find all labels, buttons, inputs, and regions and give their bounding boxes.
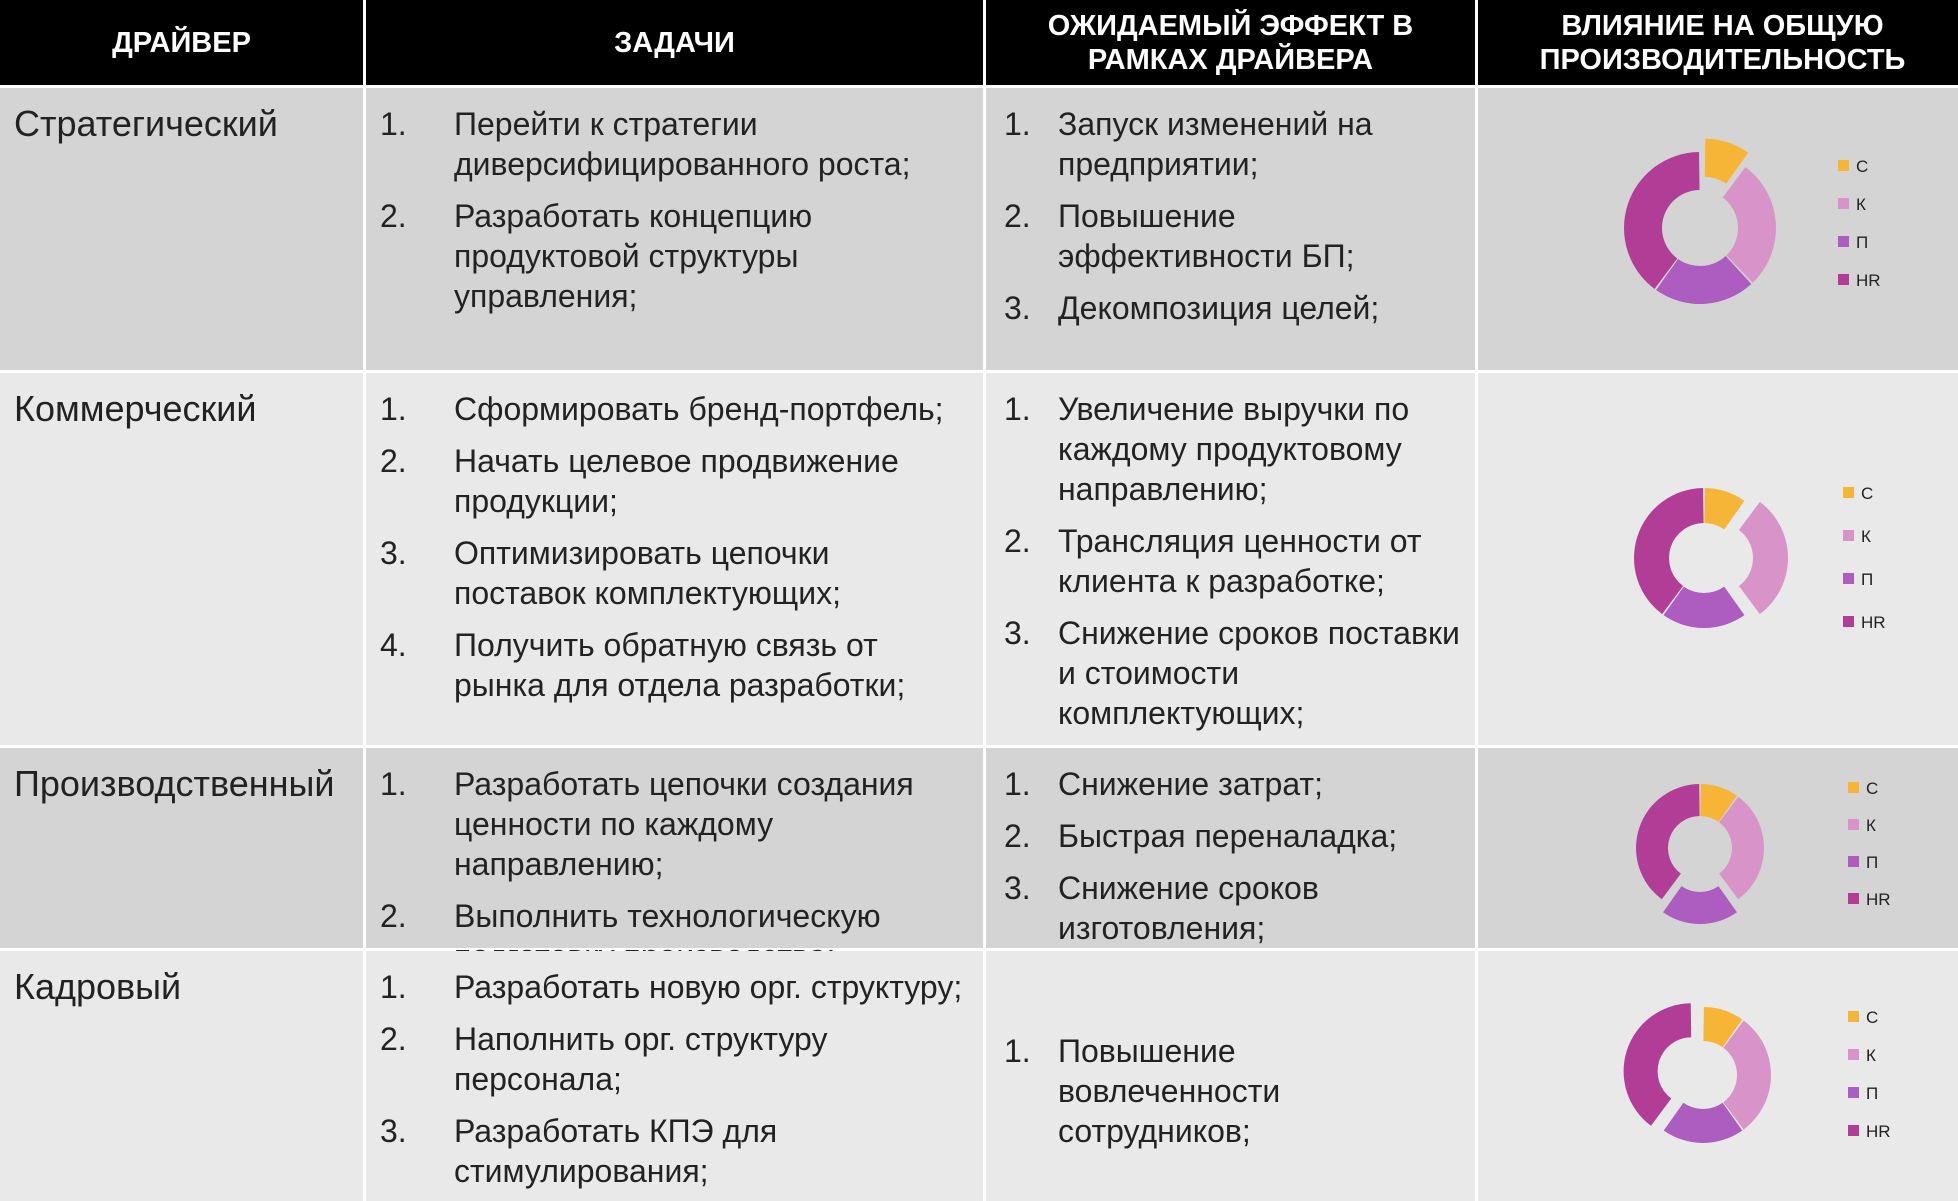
task-item [380,104,969,184]
item-number: 4. [380,627,407,663]
legend-item [1843,527,1871,546]
item-text: Оптимизировать цепочки поставок комплектующих; [454,535,841,611]
task-item [380,625,969,705]
legend-item [1843,613,1886,632]
legend-swatch [1848,856,1859,867]
donut-slice-k [1739,502,1788,614]
legend-swatch [1848,819,1859,830]
legend-item [1838,157,1868,176]
legend-swatch [1848,1087,1859,1098]
legend-label: П [1856,233,1869,252]
legend-item [1848,1046,1876,1065]
item-text: Разработать цепочки создания ценности по каждому направлению; [454,766,914,882]
donut-slice-hr [1636,784,1700,899]
legend-item [1848,816,1876,835]
donut-slice-p [1663,886,1737,924]
item-number: 2. [380,198,407,234]
tasks-cell [366,951,983,1201]
item-number: 2. [1004,523,1031,559]
header-effect-line2: РАМКАХ ДРАЙВЕРА [1087,43,1374,76]
item-text: Наполнить орг. структуру персонала; [454,1021,828,1097]
impact-donut-chart [1478,373,1958,745]
impact-donut-chart [1478,951,1958,1201]
legend-swatch [1843,573,1854,584]
effects-cell [986,748,1475,948]
legend-swatch [1843,487,1854,498]
legend-swatch [1838,160,1849,171]
legend-swatch [1838,236,1849,247]
legend-label: HR [1861,613,1886,632]
item-number: 3. [1004,290,1031,326]
item-number: 2. [380,898,407,934]
driver-cell: Кадровый [0,951,363,1201]
item-number: 2. [380,443,407,479]
effect-item [1004,868,1465,948]
item-text: Начать целевое продвижение продукции; [454,443,899,519]
legend-item [1848,1084,1878,1103]
effect-item [1004,613,1465,733]
legend-label: С [1866,779,1879,798]
item-number: 1. [1004,391,1031,427]
header-impact-line2: ПРОИЗВОДИТЕЛЬНОСТЬ [1539,43,1906,76]
impact-chart-cell [1478,88,1958,370]
item-number: 1. [380,969,407,1005]
header-effect [986,0,1475,85]
effects-cell [986,88,1475,370]
legend-swatch [1848,1125,1859,1136]
item-text: Снижение сроков поставки и стоимости комплектующих; [1058,615,1460,731]
task-item [380,196,969,316]
legend-swatch [1848,1011,1859,1022]
item-number: 2. [1004,818,1031,854]
legend-swatch [1848,1049,1859,1060]
tasks-cell [366,373,983,745]
legend-swatch [1843,616,1854,627]
header-tasks [366,0,983,85]
item-text: Получить обратную связь от рынка для отдела разработки; [454,627,906,703]
item-number: 1. [1004,766,1031,802]
item-number: 1. [1004,1033,1031,1069]
legend-item [1838,271,1881,290]
legend-label: К [1856,195,1866,214]
donut-slice-k [1719,797,1764,900]
impact-chart-cell [1478,373,1958,745]
item-number: 3. [380,1113,407,1149]
header-driver-label: ДРАЙВЕР [112,26,251,59]
legend-swatch [1848,893,1859,904]
task-item [380,1019,969,1099]
header-impact-line1: ВЛИЯНИЕ НА ОБЩУЮ [1561,9,1884,42]
effect-item [1004,816,1465,856]
item-number: 3. [380,535,407,571]
impact-donut-chart [1478,748,1958,948]
task-item [380,441,969,521]
header-tasks-label: ЗАДАЧИ [614,26,735,59]
legend-swatch [1848,782,1859,793]
task-item [380,1111,969,1191]
item-text: Повышение вовлеченности сотрудников; [1058,1033,1281,1149]
legend-label: П [1866,1084,1879,1103]
impact-chart-cell [1478,951,1958,1201]
item-text: Трансляция ценности от клиента к разработке; [1058,523,1422,599]
item-text: Разработать КПЭ для стимулирования; [454,1113,778,1189]
legend-label: HR [1866,890,1891,909]
header-driver [0,0,363,85]
donut-slice-k [1723,1020,1771,1129]
effect-item [1004,389,1465,509]
legend-label: С [1866,1008,1879,1027]
item-text: Перейти к стратегии диверсифицированного роста; [454,106,911,182]
driver-cell: Стратегический [0,88,363,370]
item-text: Декомпозиция целей; [1058,290,1380,326]
item-text: Снижение сроков изготовления; [1058,870,1319,946]
effect-item [1004,764,1465,804]
legend-label: HR [1866,1122,1891,1141]
task-item [380,389,969,429]
legend-item [1843,570,1873,589]
legend-label: HR [1856,271,1881,290]
header-impact [1478,0,1958,85]
item-text: Выполнить технологическую [454,898,881,934]
header-effect-line1: ОЖИДАЕМЫЙ ЭФФЕКТ В [1047,9,1414,42]
impact-chart-cell [1478,748,1958,948]
legend-label: С [1856,157,1869,176]
item-number: 1. [380,391,407,427]
legend-item [1848,890,1891,909]
item-number: 2. [1004,198,1031,234]
legend-item [1848,779,1878,798]
impact-donut-chart [1478,88,1958,370]
task-item [380,533,969,613]
tasks-cell [366,88,983,370]
item-number: 1. [1004,106,1031,142]
legend-swatch [1838,198,1849,209]
legend-item [1848,1122,1891,1141]
item-text: Снижение затрат; [1058,766,1323,802]
legend-item [1848,853,1878,872]
legend-item [1848,1008,1878,1027]
effect-item [1004,288,1465,328]
item-number: 1. [380,106,407,142]
legend-item [1838,233,1868,252]
legend-swatch [1843,530,1854,541]
legend-label: К [1866,816,1876,835]
legend-label: П [1861,570,1874,589]
effect-item [1004,196,1465,276]
tasks-cell [366,748,983,948]
item-text: Увеличение выручки по каждому продуктовому направлению; [1058,391,1410,507]
item-text: Запуск изменений на предприятии; [1058,106,1373,182]
effect-item [1004,104,1465,184]
effect-item [1004,1031,1465,1151]
item-number: 1. [380,766,407,802]
effect-item [1004,521,1465,601]
legend-label: К [1861,527,1871,546]
item-text: Быстрая переналадка; [1058,818,1398,854]
legend-swatch [1838,274,1849,285]
driver-cell: Коммерческий [0,373,363,745]
driver-cell: Производственный [0,748,363,948]
legend-label: К [1866,1046,1876,1065]
legend-item [1838,195,1866,214]
task-item [380,764,969,884]
item-text: Разработать новую орг. структуру; [454,969,963,1005]
task-item [380,967,969,1007]
item-number: 3. [1004,615,1031,651]
item-number: 3. [1004,870,1031,906]
effects-cell [986,373,1475,745]
legend-label: П [1866,853,1879,872]
legend-label: С [1861,484,1874,503]
donut-slice-c [1704,488,1744,529]
legend-item [1843,484,1873,503]
item-number: 2. [380,1021,407,1057]
item-text: Сформировать бренд-портфель; [454,391,944,427]
item-text: Повышение эффективности БП; [1058,198,1355,274]
effects-cell [986,951,1475,1201]
item-text: Разработать концепцию продуктовой структуры управления; [454,198,813,314]
